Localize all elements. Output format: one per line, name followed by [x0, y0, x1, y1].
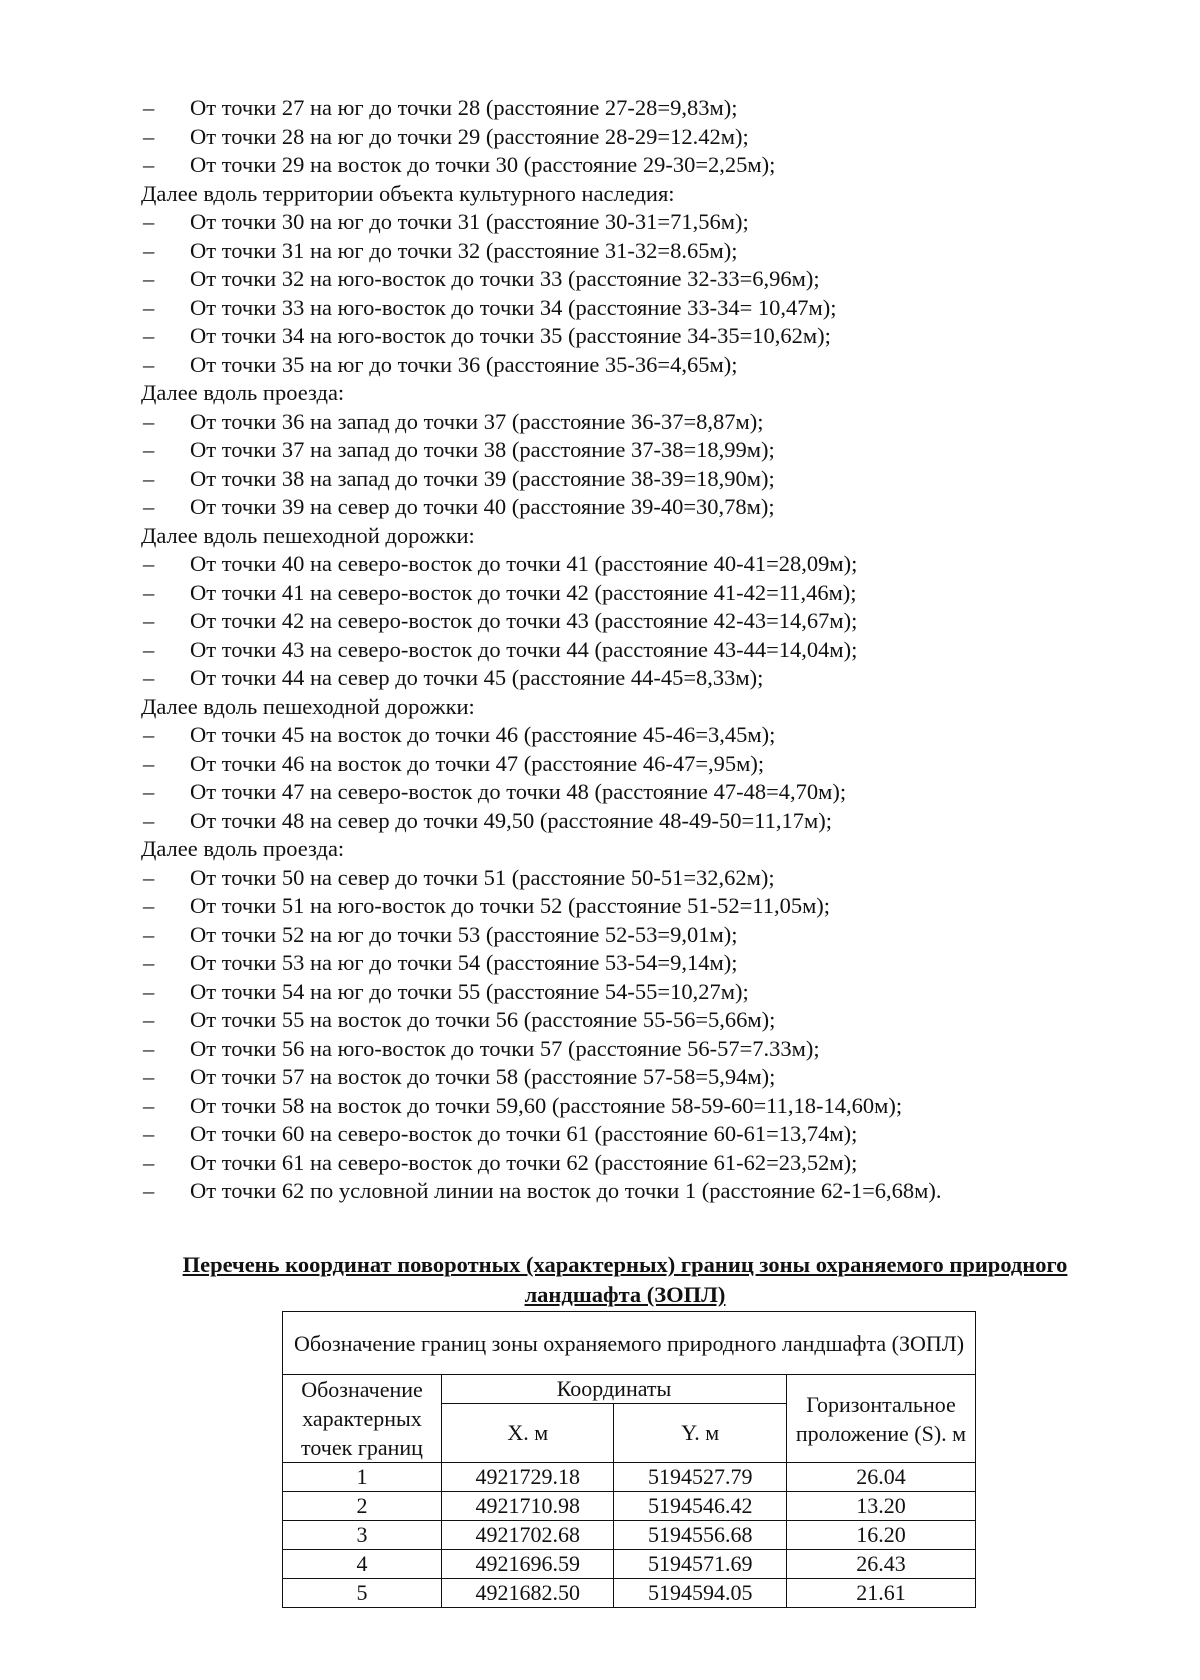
- list-dash: –: [143, 864, 155, 890]
- list-dash: –: [143, 494, 155, 519]
- cell-point: 5: [283, 1579, 442, 1608]
- list-dash: –: [143, 978, 155, 1004]
- section-heading: Далее вдоль пешеходной дорожки:: [141, 693, 475, 719]
- cell-point: 1: [283, 1463, 442, 1492]
- list-dash: –: [143, 1149, 155, 1175]
- boundary-item-text: От точки 50 на север до точки 51 (расстояние 50-51=32,62м);: [190, 864, 775, 890]
- boundary-item: [141, 265, 1101, 294]
- boundary-item: [141, 579, 1101, 608]
- boundary-item-text: От точки 32 на юго-восток до точки 33 (расстояние 32-33=6,96м);: [190, 266, 820, 291]
- coordinates-title: Перечень координат поворотных (характерных) границ зоны охраняемого природного ландшафта (ЗОПЛ): [182, 1252, 1068, 1307]
- boundary-item: [141, 123, 1101, 152]
- table-row: [283, 1521, 976, 1550]
- boundary-item: [141, 1092, 1101, 1121]
- section-heading: Далее вдоль проезда:: [141, 836, 345, 861]
- list-dash: –: [143, 1007, 155, 1032]
- boundary-item-text: От точки 46 на восток до точки 47 (расстояние 46-47=,95м);: [190, 750, 765, 776]
- boundary-item-text: От точки 54 на юг до точки 55 (расстояние 54-55=10,27м);: [190, 978, 749, 1004]
- boundary-item: [141, 978, 1101, 1007]
- boundary-description: [141, 94, 1101, 1206]
- table-row: [283, 1492, 976, 1521]
- boundary-item-text: От точки 41 на северо-восток до точки 42 (расстояние 41-42=11,46м);: [190, 579, 857, 605]
- boundary-item-text: От точки 61 на северо-восток до точки 62 (расстояние 61-62=23,52м);: [190, 1149, 858, 1175]
- boundary-item: [141, 550, 1101, 579]
- list-dash: –: [143, 294, 155, 320]
- boundary-item-text: От точки 47 на северо-восток до точки 48 (расстояние 47-48=4,70м);: [190, 779, 847, 804]
- cell-x: 4921729.18: [442, 1463, 614, 1492]
- list-dash: –: [143, 266, 155, 291]
- boundary-item-text: От точки 52 на юг до точки 53 (расстояние 52-53=9,01м);: [190, 921, 738, 947]
- boundary-item: [141, 237, 1101, 266]
- cell-y: 5194527.79: [614, 1463, 787, 1492]
- boundary-item: [141, 1120, 1101, 1149]
- column-header-coords: Координаты: [442, 1375, 787, 1404]
- cell-x: 4921702.68: [442, 1521, 614, 1550]
- cell-y: 5194556.68: [614, 1521, 787, 1550]
- list-dash: –: [143, 636, 155, 662]
- boundary-item: [141, 1149, 1101, 1178]
- cell-y: 5194546.42: [614, 1492, 787, 1521]
- boundary-item-text: От точки 57 на восток до точки 58 (расстояние 57-58=5,94м);: [190, 1064, 776, 1089]
- boundary-item-text: От точки 27 на юг до точки 28 (расстояние 27-28=9,83м);: [190, 95, 738, 120]
- boundary-item: [141, 721, 1101, 750]
- boundary-item: [141, 607, 1101, 636]
- cell-x: 4921710.98: [442, 1492, 614, 1521]
- coordinates-table: [282, 1311, 976, 1608]
- list-dash: –: [143, 465, 155, 491]
- boundary-item: [141, 94, 1101, 123]
- boundary-item: [141, 1006, 1101, 1035]
- boundary-item-text: От точки 29 на восток до точки 30 (расстояние 29-30=2,25м);: [190, 152, 776, 177]
- boundary-item-text: От точки 56 на юго-восток до точки 57 (расстояние 56-57=7.33м);: [190, 1035, 820, 1061]
- column-header-distance: Горизонтальное проложение (S). м: [787, 1375, 976, 1463]
- boundary-item: [141, 493, 1101, 522]
- list-dash: –: [143, 351, 155, 377]
- cell-s: 13.20: [787, 1492, 976, 1521]
- boundary-item-text: От точки 31 на юг до точки 32 (расстояние 31-32=8.65м);: [190, 237, 738, 263]
- boundary-item-text: От точки 60 на северо-восток до точки 61 (расстояние 60-61=13,74м);: [190, 1121, 858, 1146]
- boundary-item-text: От точки 37 на запад до точки 38 (расстояние 37-38=18,99м);: [190, 437, 775, 462]
- boundary-item: [141, 864, 1101, 893]
- cell-point: 3: [283, 1521, 442, 1550]
- boundary-item-text: От точки 30 на юг до точки 31 (расстояние 30-31=71,56м);: [190, 209, 749, 234]
- list-dash: –: [143, 323, 155, 348]
- boundary-item: [141, 465, 1101, 494]
- column-header-y: Y. м: [614, 1404, 787, 1463]
- boundary-item: [141, 408, 1101, 437]
- list-dash: –: [143, 921, 155, 947]
- column-header-points: Обозначение характерных точек границ: [283, 1375, 442, 1463]
- list-dash: –: [143, 579, 155, 605]
- table-row: [283, 1550, 976, 1579]
- boundary-item: [141, 1035, 1101, 1064]
- cell-y: 5194571.69: [614, 1550, 787, 1579]
- section-heading: Далее вдоль территории объекта культурного наследия:: [141, 180, 675, 206]
- column-header-x: X. м: [442, 1404, 614, 1463]
- boundary-item: [141, 664, 1101, 693]
- boundary-item: [141, 294, 1101, 323]
- boundary-item-text: От точки 48 на север до точки 49,50 (расстояние 48-49-50=11,17м);: [190, 807, 832, 833]
- boundary-item-text: От точки 33 на юго-восток до точки 34 (расстояние 33-34= 10,47м);: [190, 294, 837, 320]
- boundary-item-text: От точки 42 на северо-восток до точки 43 (расстояние 42-43=14,67м);: [190, 608, 858, 633]
- cell-s: 26.43: [787, 1550, 976, 1579]
- cell-s: 26.04: [787, 1463, 976, 1492]
- boundary-item: [141, 1177, 1101, 1206]
- cell-point: 2: [283, 1492, 442, 1521]
- boundary-item-text: От точки 35 на юг до точки 36 (расстояние 35-36=4,65м);: [190, 351, 738, 377]
- boundary-item-text: От точки 40 на северо-восток до точки 41 (расстояние 40-41=28,09м);: [190, 551, 858, 576]
- cell-point: 4: [283, 1550, 442, 1579]
- boundary-item-text: От точки 36 на запад до точки 37 (расстояние 36-37=8,87м);: [190, 408, 764, 434]
- list-dash: –: [143, 152, 155, 177]
- boundary-item-text: От точки 28 на юг до точки 29 (расстояние 28-29=12.42м);: [190, 123, 749, 149]
- boundary-item-text: От точки 44 на север до точки 45 (расстояние 44-45=8,33м);: [190, 665, 764, 690]
- cell-x: 4921682.50: [442, 1579, 614, 1608]
- table-caption: Обозначение границ зоны охраняемого природного ландшафта (ЗОПЛ): [283, 1312, 976, 1375]
- boundary-item: [141, 921, 1101, 950]
- boundary-item: [141, 436, 1101, 465]
- boundary-item: [141, 892, 1101, 921]
- list-dash: –: [143, 1121, 155, 1146]
- list-dash: –: [143, 750, 155, 776]
- list-dash: –: [143, 437, 155, 462]
- list-dash: –: [143, 1178, 155, 1203]
- list-dash: –: [143, 95, 155, 120]
- boundary-item: [141, 1063, 1101, 1092]
- boundary-item-text: От точки 43 на северо-восток до точки 44 (расстояние 43-44=14,04м);: [190, 636, 858, 662]
- cell-y: 5194594.05: [614, 1579, 787, 1608]
- cell-s: 16.20: [787, 1521, 976, 1550]
- boundary-item-text: От точки 39 на север до точки 40 (расстояние 39-40=30,78м);: [190, 494, 775, 519]
- boundary-item: [141, 949, 1101, 978]
- list-dash: –: [143, 608, 155, 633]
- list-dash: –: [143, 1092, 155, 1118]
- boundary-item-text: От точки 34 на юго-восток до точки 35 (расстояние 34-35=10,62м);: [190, 323, 831, 348]
- boundary-item: [141, 807, 1101, 836]
- boundary-item-text: От точки 58 на восток до точки 59,60 (расстояние 58-59-60=11,18-14,60м);: [190, 1092, 903, 1118]
- boundary-item: [141, 778, 1101, 807]
- list-dash: –: [143, 237, 155, 263]
- boundary-item-text: От точки 55 на восток до точки 56 (расстояние 55-56=5,66м);: [190, 1007, 776, 1032]
- boundary-item: [141, 750, 1101, 779]
- table-row: [283, 1579, 976, 1608]
- boundary-item-text: От точки 53 на юг до точки 54 (расстояние 53-54=9,14м);: [190, 950, 738, 975]
- boundary-item-text: От точки 51 на юго-восток до точки 52 (расстояние 51-52=11,05м);: [190, 893, 831, 918]
- list-dash: –: [143, 551, 155, 576]
- cell-x: 4921696.59: [442, 1550, 614, 1579]
- list-dash: –: [143, 779, 155, 804]
- boundary-item-text: От точки 62 по условной линии на восток до точки 1 (расстояние 62-1=6,68м).: [190, 1178, 942, 1203]
- boundary-item: [141, 208, 1101, 237]
- list-dash: –: [143, 408, 155, 434]
- cell-s: 21.61: [787, 1579, 976, 1608]
- section-heading: Далее вдоль пешеходной дорожки:: [141, 522, 475, 548]
- boundary-item-text: От точки 45 на восток до точки 46 (расстояние 45-46=3,45м);: [190, 722, 776, 747]
- table-row: [283, 1463, 976, 1492]
- list-dash: –: [143, 807, 155, 833]
- boundary-item: [141, 322, 1101, 351]
- boundary-item: [141, 636, 1101, 665]
- list-dash: –: [143, 1064, 155, 1089]
- section-heading: Далее вдоль проезда:: [141, 380, 345, 405]
- list-dash: –: [143, 209, 155, 234]
- boundary-item-text: От точки 38 на запад до точки 39 (расстояние 38-39=18,90м);: [190, 465, 775, 491]
- boundary-item: [141, 151, 1101, 180]
- list-dash: –: [143, 123, 155, 149]
- list-dash: –: [143, 722, 155, 747]
- list-dash: –: [143, 893, 155, 918]
- list-dash: –: [143, 665, 155, 690]
- list-dash: –: [143, 950, 155, 975]
- boundary-item: [141, 351, 1101, 380]
- list-dash: –: [143, 1035, 155, 1061]
